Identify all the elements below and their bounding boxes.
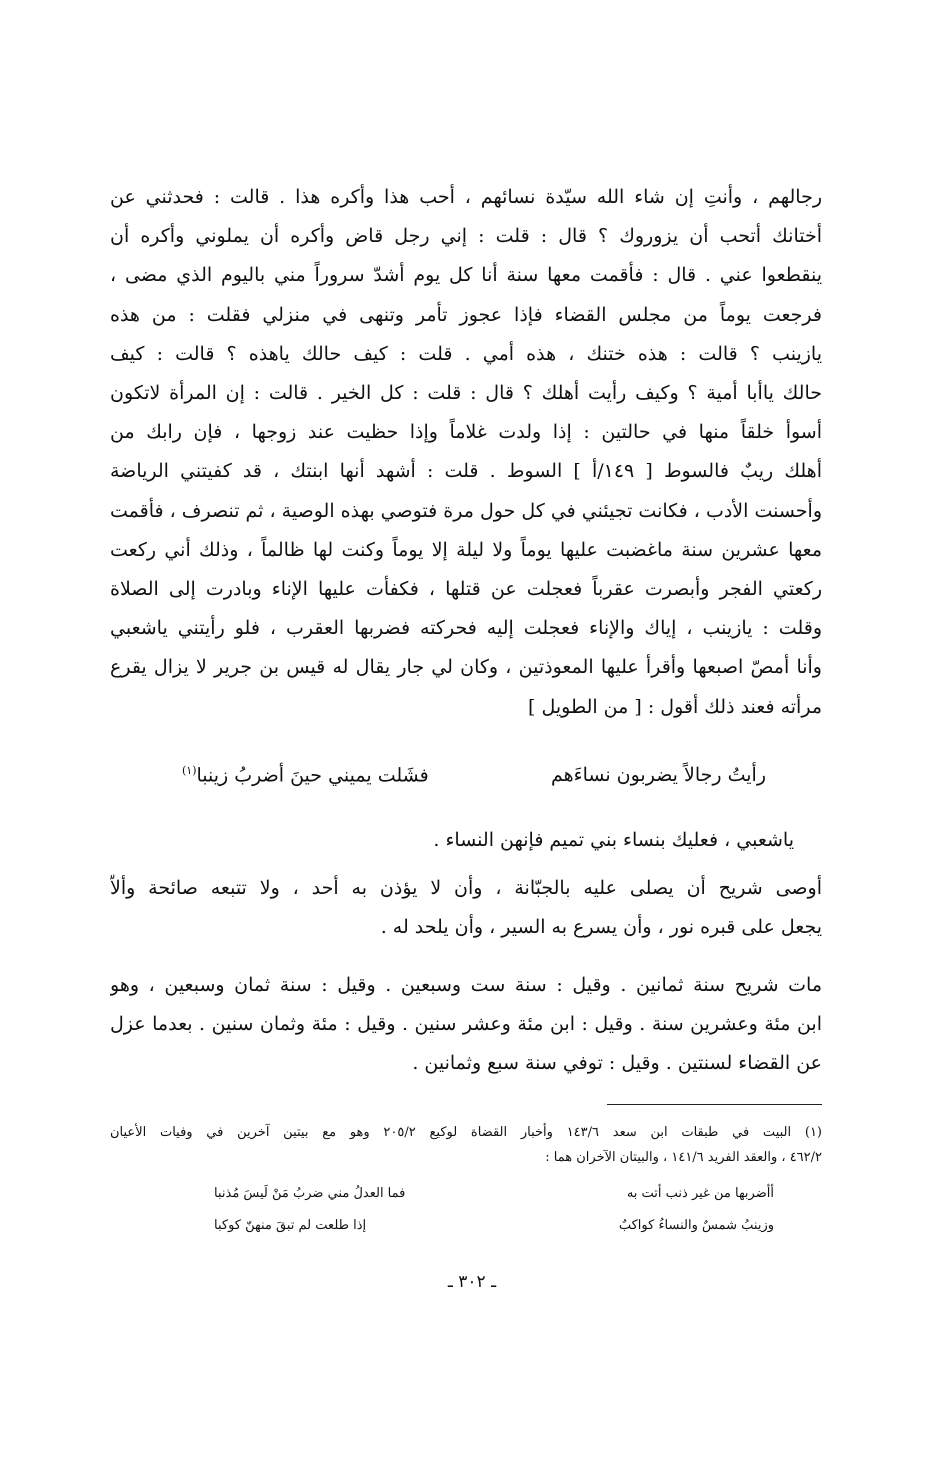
footnote-marker[interactable]: (١)	[182, 764, 197, 777]
text-line: رجالهم ، وأنتِ إن شاء الله سيّدة نسائهم ، أحب هذا وأكره هذا . قالت : فحدثني عن	[110, 186, 822, 208]
footnote	[110, 1120, 822, 1170]
verse-second-hemistich	[182, 764, 429, 786]
text-line: ينقطعوا عني . قال : فأقمت معها سنة أنا كل يوم أشدّ سروراً مني باليوم الذي مضى ،	[110, 264, 822, 287]
paragraph-death	[110, 966, 822, 1084]
text-line: أهلك ريبٌ فالسوط [ ١٤٩/أ ] السوط . قلت : أشهد أنها ابنتك ، قد كفيتني الرياضة	[110, 460, 822, 483]
footnote-verse	[214, 1218, 774, 1244]
text-line: وأحسنت الأدب ، فكانت تجيئني في كل حول مرة فتوصي بهذه الوصية ، ثم تنصرف ، فأقمت	[110, 499, 822, 522]
verse-first-hemistich	[551, 764, 766, 786]
text-line: أوصى شريح أن يصلى عليه بالجبّانة ، وأن لا يؤذن به أحد ، ولا تتبعه صائحة وألاّ	[110, 877, 822, 899]
poem-verse	[182, 764, 766, 804]
text-line: مرأته فعند ذلك أقول : [ من الطويل ]	[528, 695, 822, 718]
text-line: فرجعت يوماً من مجلس القضاء فإذا عجوز تأمر وتنهى في منزلي فقلت : من هذه	[110, 303, 822, 326]
footnote-verse-second: إذا طلعت لم تبقَ منهنّ كوكبا	[214, 1218, 367, 1233]
text-line: أختانك أتحب أن يزوروك ؟ قال : قلت : إني رجل قاض وأكره أن يملوني وأكره أن	[110, 225, 822, 248]
text-line: يازينب ؟ قالت : هذه ختنك ، هذه أمي . قلت : كيف حالك ياهذه ؟ قالت : كيف	[110, 342, 822, 365]
verse-first-text: رأيتُ رجالاً يضربون نساءَهم	[551, 764, 766, 786]
text-line: ابن مئة وعشرين سنة . وقيل : ابن مئة وعشر سنين . وقيل : مئة وثمان سنين . بعدما عزل	[110, 1013, 822, 1036]
footnote-line: (١) البيت في طبقات ابن سعد ١٤٣/٦ وأخبار القضاة لوكيع ٢٠٥/٢ وهو مع بيتين آخرين في وفيات الأعيان	[110, 1125, 822, 1140]
text-line: ركعتي الفجر وأبصرت عقرباً فعجلت عن قتلها ، فكفأت عليها الإناء وبادرت إلى الصلاة	[110, 578, 822, 601]
footnote-verse-first: أأضربها من غير ذنب أتت به	[626, 1186, 774, 1201]
footnote-line: ٤٦٢/٢ ، والعقد الفريد ١٤١/٦ ، والبيتان الآخران هما :	[545, 1150, 822, 1165]
text-line: وقلت : يازينب ، إياك والإناء فعجلت إليه فحركته فضربها العقرب ، فلو رأيتني ياشعبي	[110, 617, 822, 640]
paragraph-main	[110, 178, 822, 727]
footnote-divider	[607, 1104, 822, 1105]
text-line: حالك ياأبا أمية ؟ وكيف رأيت أهلك ؟ قال : قلت : كل الخير . قالت : إن المرأة لاتكون	[110, 382, 822, 405]
text-line: عن القضاء لسنتين . وقيل : توفي سنة سبع وثمانين .	[412, 1052, 822, 1075]
paragraph-will	[110, 869, 822, 947]
text-line: ياشعبي ، فعليك بنساء بني تميم فإنهن النساء .	[433, 829, 794, 851]
verse-second-text: فشَلت يميني حينَ أضربُ زينبا	[196, 764, 429, 787]
footnote-verse	[214, 1186, 774, 1212]
text-line: معها عشرين سنة ماغضبت عليها يوماً ولا ليلة إلا يوماً وكنت لها ظالماً ، وذلك أني ركعت	[110, 538, 822, 561]
text-line: يجعل على قبره نور ، وأن يسرع به السير ، وأن يلحد له .	[380, 916, 822, 939]
text-line: مات شريح سنة ثمانين . وقيل : سنة ست وسبعين . وقيل : سنة ثمان وسبعين ، وهو	[110, 974, 822, 996]
footnote-verse-second: فما العدلُ مني ضربُ مَنْ لَيسَ مُذنبا	[214, 1186, 406, 1201]
footnote-verse-first: وزينبُ شمسٌ والنساءُ كواكبٌ	[618, 1218, 774, 1233]
paragraph-after-verse	[134, 821, 794, 860]
text-line: وأنا أمصّ اصبعها وأقرأ عليها المعوذتين ، وكان لي جار يقال له قيس بن جرير لا يزال يقرع	[110, 656, 822, 679]
text-line: أسوأ خلقاً منها في حالتين : إذا ولدت غلاماً وإذا حظيت عند زوجها ، فإن رابك من	[110, 421, 822, 444]
page-number: ـ ٣٠٢ ـ	[447, 1272, 497, 1292]
